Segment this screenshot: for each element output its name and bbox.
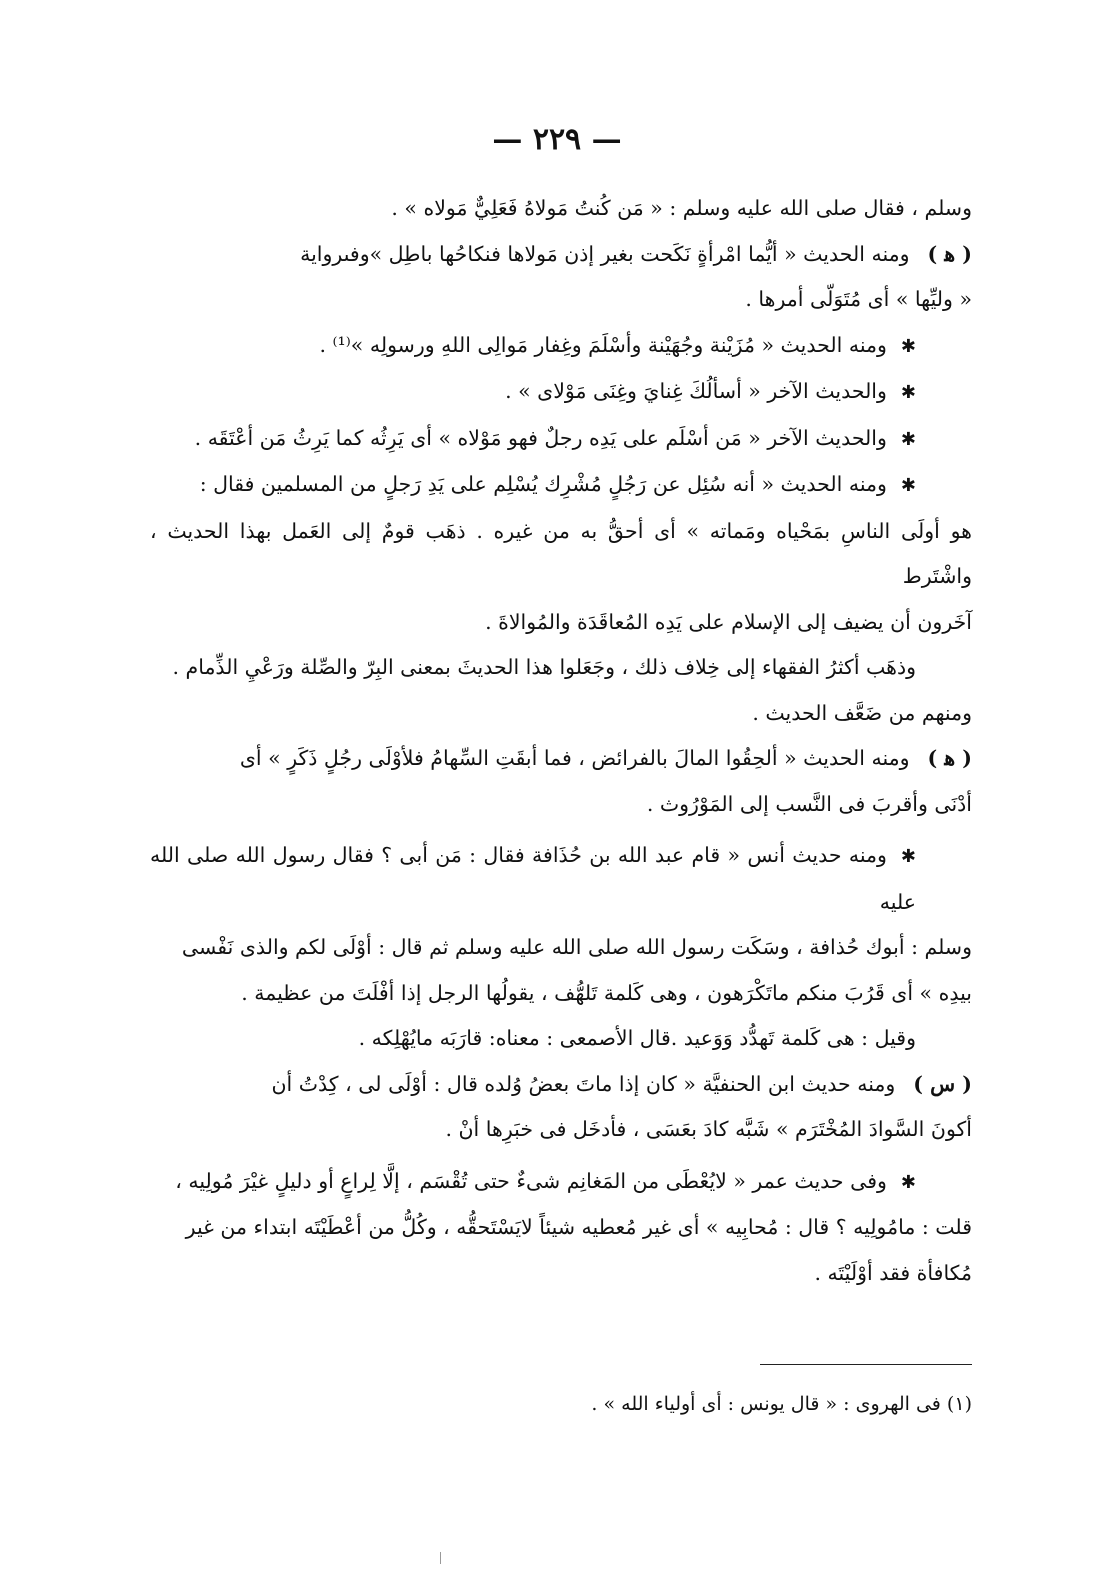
text-line: هو أولَى الناسِ بمَحْياه ومَماته » أى أحقُّ به من غيره . ذهَب قومٌ إلى العَمل بهذا الحديث ، واشْتَرط — [150, 518, 972, 588]
star-bullet: ✱ — [900, 382, 916, 403]
text-line: ومنه حديث ابن الحنفيَّة « كان إذا ماتَ بعضُ وُلده قال : أوْلَى لى ، كِدْتُ أن — [271, 1071, 896, 1096]
text-line: أكونَ السَّوادَ المُخْتَرَم » شَبَّه كادَ بعَسَى ، فأدخَل فى خبَرِها أنْ . — [445, 1117, 972, 1141]
text-line: وسلم : أبوك حُذافة ، وسَكَت رسول الله صلى الله عليه وسلم ثم قال : أوْلَى لكم والذى نَفْسى — [181, 935, 972, 959]
text-line: آخَرون أن يضيف إلى الإسلام على يَدِه المُعاقَدَة والمُوالاةَ . — [485, 609, 972, 634]
text-line: « وليِّها » أى مُتَوَلّى أمرها . — [745, 287, 972, 311]
text-line: ومنه الحديث « مُزَيْنة وجُهَيْنة وأسْلَمَ وغِفار مَوالِى اللهِ ورسولِه »⁽¹⁾ . — [319, 332, 887, 357]
text-line: ومنه حديث أنس « قام عبد الله بن حُذَافة فقال : مَن أبى ؟ فقال رسول الله صلى الله عليه — [150, 843, 916, 914]
footnote: (١) فى الهروى : « قال يونس : أى أولياء الله » . — [591, 1393, 972, 1415]
source-marker: ( ﻫ ) — [927, 241, 972, 266]
paragraph — [150, 1062, 972, 1108]
star-bullet: ✱ — [900, 846, 916, 867]
paragraph — [150, 323, 972, 370]
star-bullet: ✱ — [900, 428, 916, 450]
text-line: ومنهم من ضَعَّف الحديث . — [752, 700, 972, 725]
paragraph — [150, 833, 972, 925]
text-line: بيدِه » أى قَرُبَ منكم ماتَكْرَهون ، وهى كَلمة تَلهُّف ، يقولُها الرجل إذا أفْلَتَ من عظيمة . — [241, 980, 972, 1005]
page-number: — ٢٢٩ — — [492, 122, 622, 157]
paragraph — [150, 1159, 972, 1206]
text-line: والحديث الآخر « مَن أسْلَم على يَدِه رجلٌ فهو مَوْلاه » أى يَرِثُه كما يَرِثُ مَن أعْتَقَه . — [194, 425, 887, 450]
star-bullet: ✱ — [900, 335, 916, 357]
paragraph — [150, 462, 972, 509]
text-line: ومنه الحديث « أنه سُئِل عن رَجُلٍ مُشْرِك يُسْلِم على يَدِ رَجلٍ من المسلمين فقال : — [199, 472, 887, 496]
text-line: وفى حديث عمر « لايُعْطَى من المَغانِم شىءٌ حتى تُقْسَم ، إلَّا لِراعٍ أو دليلٍ غيْرَ مُولِيه ، — [175, 1168, 887, 1193]
source-marker: ( س ) — [913, 1071, 972, 1096]
text-line: قلت : مامُولِيه ؟ قال : مُحابِيه » أى غير مُعطيه شيئاً لايَسْتَحقُّه ، وكُلُّ من أعْطَيْتَه ابتداء من غير — [185, 1215, 972, 1239]
star-bullet: ✱ — [900, 475, 916, 496]
paragraph — [150, 369, 972, 416]
scan-mark — [440, 1552, 447, 1564]
text-line: وقيل : هى كَلمة تَهدُّد وَوَعيد .قال الأصمعى : معناه: قارَبَه مايُهْلِكه . — [358, 1026, 916, 1050]
paragraph — [150, 232, 972, 278]
text-line: مُكافأة فقد أوْلَيْتَه . — [814, 1260, 972, 1285]
paragraph — [150, 416, 972, 463]
text-line: ومنه الحديث « أيُّما امْرأةٍ نَكَحت بغير إذن مَولاها فنكاحُها باطِل »وفىرواية — [300, 241, 910, 266]
main-text — [150, 186, 972, 1296]
text-line: أدْنَى وأقربَ فى النَّسب إلى المَوْرُوث . — [646, 791, 972, 816]
text-line: والحديث الآخر « أسألُكَ غِنايَ وغِنَى مَوْلاى » . — [505, 379, 887, 403]
text-line: وسلم ، فقال صلى الله عليه وسلم : « مَن كُنتُ مَولاهُ فَعَلِيٌّ مَولاه » . — [391, 196, 972, 220]
paragraph — [150, 736, 972, 782]
source-marker: ( ﻫ ) — [927, 746, 972, 770]
footnote-divider — [760, 1364, 972, 1365]
text-line: وذهَب أكثرُ الفقهاء إلى خِلاف ذلك ، وجَعَلوا هذا الحديثَ بمعنى البِرّ والصِّلة ورَعْيِ الذِّمام . — [172, 655, 916, 679]
text-line: ومنه الحديث « ألحِقُوا المالَ بالفرائض ، فما أبقَتِ السِّهامُ فلأوْلَى رجُلٍ ذَكَرٍ » أى — [239, 746, 910, 770]
star-bullet: ✱ — [900, 1171, 916, 1193]
